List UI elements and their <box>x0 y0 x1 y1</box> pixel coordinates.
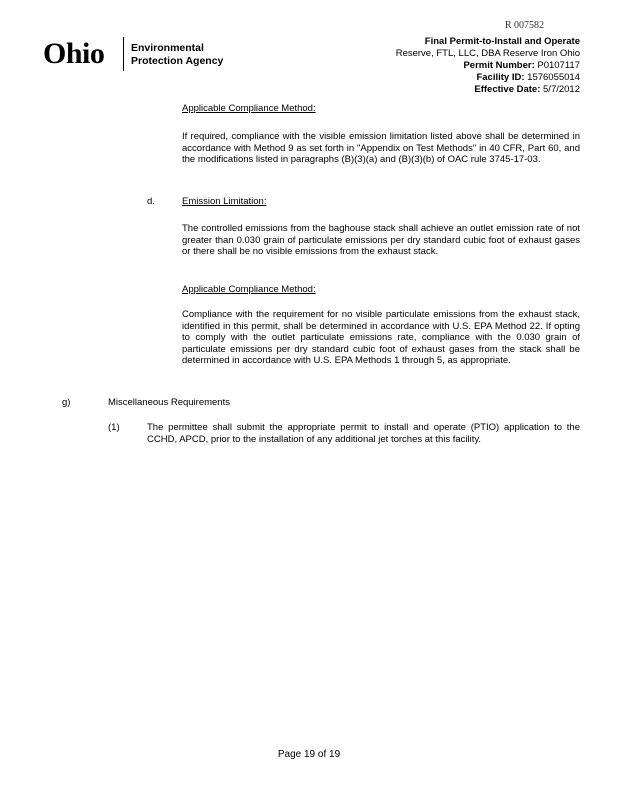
permit-number-value: P0107117 <box>537 60 580 71</box>
page-number: Page 19 of 19 <box>277 749 341 760</box>
section-g-label: g) <box>62 397 71 408</box>
facility-name: Reserve, FTL, LLC, DBA Reserve Iron Ohio <box>395 48 580 59</box>
logo-agency-name <box>131 42 223 68</box>
section-g-heading: Miscellaneous Requirements <box>108 397 230 408</box>
item-d-label: d. <box>147 196 155 207</box>
permit-number-line <box>396 60 580 72</box>
item-d-method-heading: Applicable Compliance Method: <box>182 284 316 295</box>
item-g1-text: The permittee shall submit the appropriate permit to install and operate (PTIO) application to the CCHD, APCD, prior to the installation of any additional jet torches at this facility. <box>147 422 580 445</box>
section-c-method-heading: Applicable Compliance Method: <box>182 103 316 114</box>
facility-id-label: Facility ID: <box>476 72 525 83</box>
item-d-method-text: Compliance with the requirement for no visible particulate emissions from the exhaust stack, identified in this permit, shall be determined in accordance with U.S. EPA Method 22. If opting to comply with the outlet particulate emissions rate, compliance with the 0.030 grain of particulate emissions per dry standard cubic foot of exhaust gases from the stack shall be determined in accordance with U.S. EPA Methods 1 through 5, as appropriate. <box>182 309 580 367</box>
effective-date-line <box>396 84 580 96</box>
agency-line-1: Environmental <box>131 42 204 54</box>
ohio-epa-logo <box>43 37 243 77</box>
effective-date-value: 5/7/2012 <box>543 84 580 95</box>
permit-header <box>396 36 580 96</box>
permit-number-label: Permit Number: <box>463 60 535 71</box>
bates-number: R 007582 <box>504 20 544 31</box>
item-d-heading: Emission Limitation: <box>182 196 267 207</box>
facility-id-line <box>396 72 580 84</box>
item-g1-label: (1) <box>108 422 120 433</box>
permit-title: Final Permit-to-Install and Operate <box>424 36 580 47</box>
logo-wordmark: Ohio <box>43 37 105 70</box>
effective-date-label: Effective Date: <box>474 84 541 95</box>
section-c-method-text: If required, compliance with the visible emission limitation listed above shall be determined in accordance with Method 9 as set forth in "Appendix on Test Methods" in 40 CFR, Part 60, and the modifications listed in paragraphs (B)(3)(a) and (B)(3)(b) of OAC rule 3745-17-03. <box>182 131 580 166</box>
logo-divider <box>123 37 124 71</box>
agency-line-2: Protection Agency <box>131 55 224 67</box>
facility-id-value: 1576055014 <box>527 72 580 83</box>
item-d-text: The controlled emissions from the baghouse stack shall achieve an outlet emission rate of not greater than 0.030 grain of particulate emissions per dry standard cubic foot of exhaust gases or there shall be no visible emissions from the exhaust stack. <box>182 223 580 258</box>
